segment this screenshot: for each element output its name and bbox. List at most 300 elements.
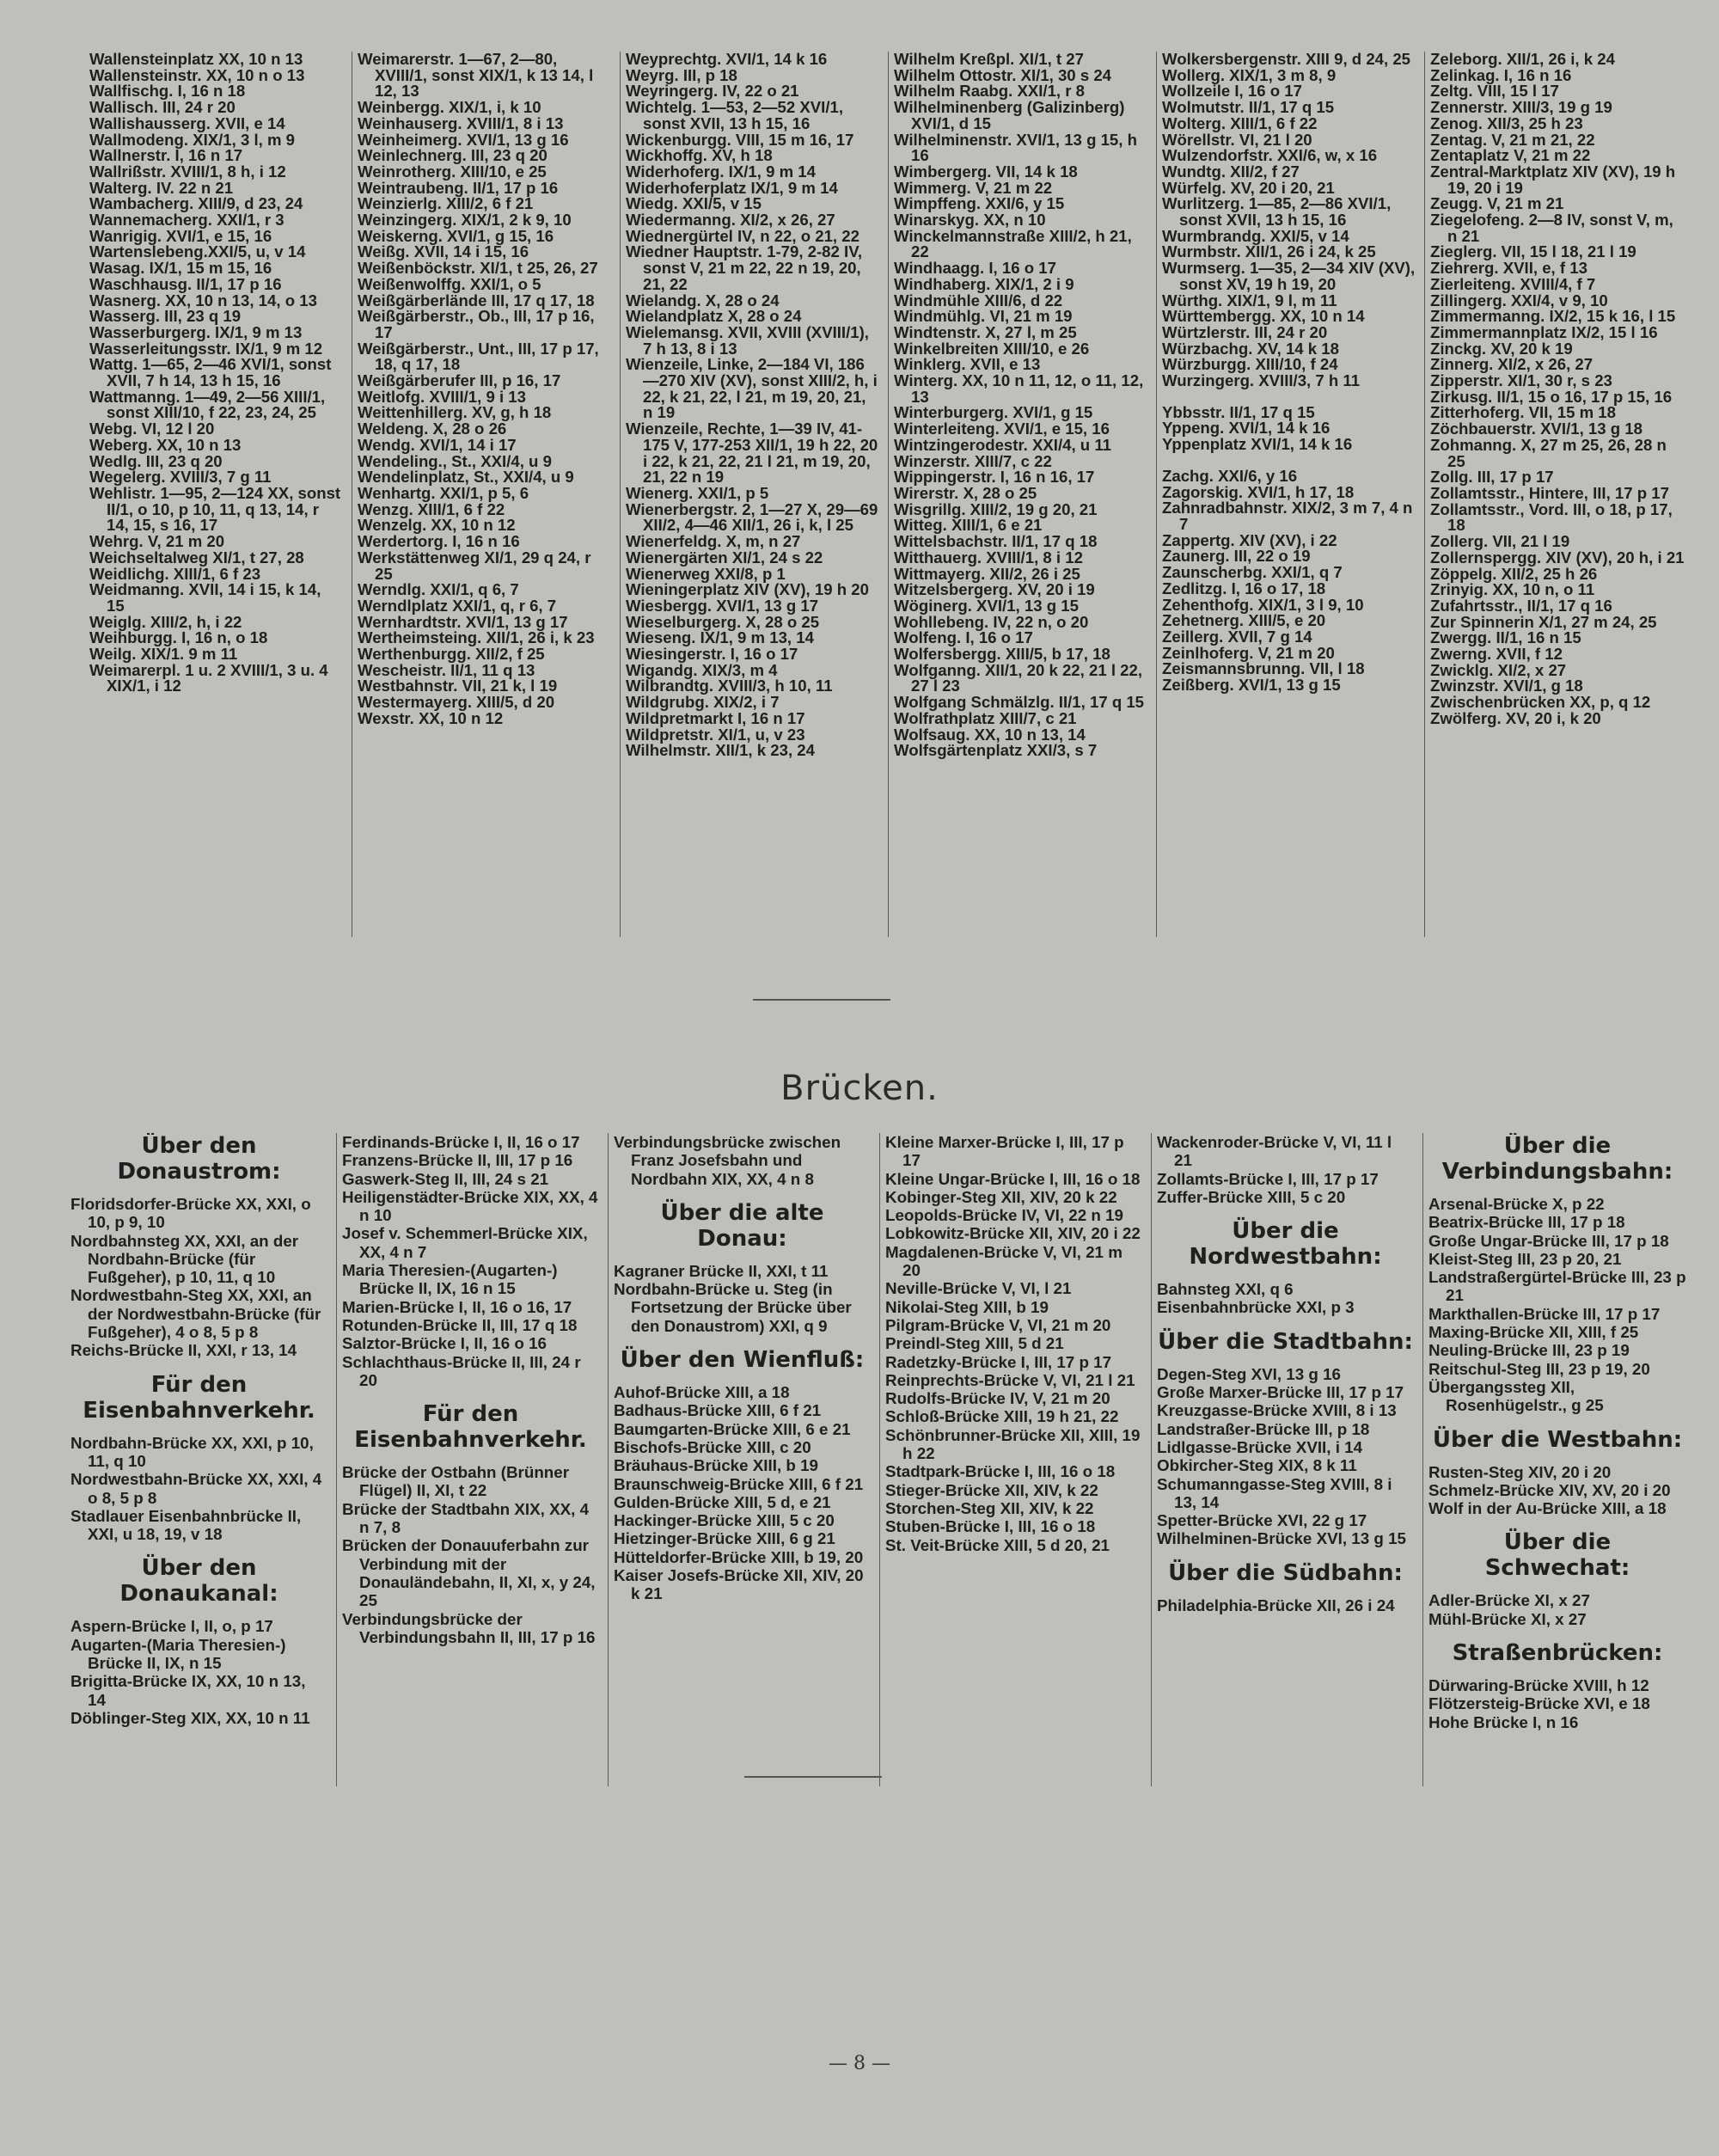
street-entry: Wilbrandtg. XVIII/3, h 10, 11	[626, 677, 833, 695]
bridge-entry: Nordbahn-Brücke XX, XXI, p 10, 11, q 10	[70, 1433, 314, 1470]
street-entry: Werndlplatz XXI/1, q, r 6, 7	[358, 596, 557, 615]
street-entry: Zollernspergg. XIV (XV), 20 h, i 21	[1430, 548, 1685, 567]
bridge-entry: Reichs-Brücke II, XXI, r 13, 14	[70, 1341, 297, 1360]
bridge-entry: Reinprechts-Brücke V, VI, 21 l 21	[885, 1370, 1135, 1389]
street-entry: Wiednergürtel IV, n 22, o 21, 22	[626, 226, 860, 245]
street-entry: Wenzg. XIII/1, 6 f 22	[358, 499, 505, 518]
bridge-entry: Leopolds-Brücke IV, VI, 22 n 19	[885, 1206, 1123, 1225]
bridge-entry: Braunschweig-Brücke XIII, 6 f 21	[614, 1474, 864, 1493]
street-entry: Wollerg. XIX/1, 3 m 8, 9	[1162, 65, 1337, 84]
street-entry: Weiskerng. XVI/1, g 15, 16	[358, 226, 554, 245]
street-entry: Witteg. XIII/1, 6 e 21	[894, 516, 1043, 535]
bridge-entry: Augarten-(Maria Theresien-) Brücke II, IX, n 15	[70, 1635, 286, 1673]
street-entry: Yppenplatz XVI/1, 14 k 16	[1162, 435, 1353, 454]
street-column	[889, 52, 1157, 937]
street-entry: Weilg. XIX/1. 9 m 11	[89, 645, 238, 664]
street-entry: Wilhelm Ottostr. XI/1, 30 s 24	[894, 65, 1112, 84]
street-column	[84, 52, 352, 937]
bridge-entry: Stadlauer Eisenbahnbrücke II, XXI, u 18, 19, v 18	[70, 1506, 302, 1544]
street-entry: Wohllebeng. IV, 22 n, o 20	[894, 612, 1089, 631]
street-entry: Weitlofg. XVIII/1, 9 i 13	[358, 387, 526, 406]
street-entry: Wallrißstr. XVIII/1, 8 h, i 12	[89, 162, 286, 181]
street-entry: Zwinzstr. XVI/1, g 18	[1430, 677, 1583, 695]
section-heading: Über die Westbahn:	[1432, 1426, 1683, 1453]
section-heading: Für den Eisenbahnverkehr.	[354, 1401, 587, 1454]
bridge-entry: Franzens-Brücke II, III, 17 p 16	[342, 1151, 573, 1170]
street-entry: Weldeng. X, 28 o 26	[358, 420, 507, 438]
street-column	[352, 52, 621, 937]
street-entry: Zeleborg. XII/1, 26 i, k 24	[1430, 52, 1615, 68]
bridge-entry: Storchen-Steg XII, XIV, k 22	[885, 1498, 1094, 1517]
street-entry: Zeltg. VIII, 15 l 17	[1430, 82, 1559, 101]
street-entry: Zierleiteng. XVIII/4, f 7	[1430, 274, 1596, 293]
street-entry: Zennerstr. XIII/3, 19 g 19	[1430, 98, 1612, 117]
street-entry: Wartenslebeng.XXI/5, u, v 14	[89, 242, 306, 261]
street-entry: Wallisch. III, 24 r 20	[89, 98, 236, 117]
street-entry: Wurmbrandg. XXI/5, v 14	[1162, 226, 1349, 245]
bridge-entry: Lobkowitz-Brücke XII, XIV, 20 i 22	[885, 1224, 1141, 1243]
street-entry: Zinckg. XV, 20 k 19	[1430, 339, 1573, 358]
street-entry: Wurmserg. 1—35, 2—34 XIV (XV), sonst XV, 19 h 19, 20	[1162, 259, 1416, 293]
street-entry: Zufahrtsstr., II/1, 17 q 16	[1430, 596, 1612, 615]
street-entry: Windmühlg. VI, 21 m 19	[894, 307, 1073, 326]
street-entry: Weidlichg. XIII/1, 6 f 23	[89, 564, 261, 583]
street-column	[1157, 52, 1425, 937]
street-entry: Wolfersbergg. XIII/5, b 17, 18	[894, 645, 1110, 664]
street-entry: Ziehrerg. XVII, e, f 13	[1430, 259, 1587, 278]
street-entry: Weinlechnerg. III, 23 q 20	[358, 146, 548, 165]
street-entry: Ziegelofeng. 2—8 IV, sonst V, m, n 21	[1430, 211, 1673, 245]
bridges-index	[65, 1133, 1695, 1786]
street-entry: Winterburgerg. XVI/1, g 15	[894, 403, 1093, 422]
street-entry: Winzerstr. XIII/7, c 22	[894, 451, 1052, 470]
bridge-entry: Rotunden-Brücke II, III, 17 q 18	[342, 1315, 578, 1334]
street-entry: Wilhelm Kreßpl. XI/1, t 27	[894, 52, 1084, 68]
street-entry: Wöginerg. XVI/1, 13 g 15	[894, 596, 1079, 615]
street-entry: Walterg. IV. 22 n 21	[89, 178, 234, 197]
street-entry: Wurlitzerg. 1—85, 2—86 XVI/1, sonst XVII, 13 h 15, 16	[1162, 194, 1392, 230]
street-entry: Wienerweg XXI/8, p 1	[626, 564, 786, 583]
bridge-column	[880, 1133, 1152, 1786]
street-entry: Wimmerg. V, 21 m 22	[894, 178, 1053, 197]
bridge-entry: Brücke der Ostbahn (Brünner Flügel) II, XI, t 22	[342, 1463, 570, 1500]
bridge-entry: Schlachthaus-Brücke II, III, 24 r 20	[342, 1352, 581, 1389]
bridge-entry: Gulden-Brücke XIII, 5 d, e 21	[614, 1492, 831, 1511]
bridge-entry: Neville-Brücke V, VI, l 21	[885, 1279, 1072, 1298]
bridge-entry: Bischofs-Brücke XIII, c 20	[614, 1437, 811, 1456]
street-entry: Zitterhoferg. VII, 15 m 18	[1430, 403, 1616, 422]
bridge-entry: Nordwestbahn-Steg XX, XXI, an der Nordwestbahn-Brücke (für Fußgeher), 4 o 8, 5 p 8	[70, 1286, 321, 1342]
bridge-entry: Philadelphia-Brücke XII, 26 i 24	[1157, 1596, 1395, 1614]
bridge-entry: Preindl-Steg XIII, 5 d 21	[885, 1334, 1064, 1353]
bridge-column	[609, 1133, 880, 1786]
street-entry: Wehrg. V, 21 m 20	[89, 532, 225, 551]
street-entry: Wurzingerg. XVIII/3, 7 h 11	[1162, 371, 1361, 390]
street-entry: Weinheimerg. XVI/1, 13 g 16	[358, 130, 569, 149]
street-entry: Weimarerpl. 1 u. 2 XVIII/1, 3 u. 4 XIX/1, i 12	[89, 660, 328, 695]
bridge-entry: Nordwestbahn-Brücke XX, XXI, 4 o 8, 5 p 8	[70, 1470, 322, 1507]
bridge-entry: Heiligenstädter-Brücke XIX, XX, 4 n 10	[342, 1187, 598, 1225]
street-entry: Winckelmannstraße XIII/2, h 21, 22	[894, 226, 1132, 261]
street-entry: Weintraubeng. II/1, 17 p 16	[358, 178, 559, 197]
street-entry: Weißgärberlände III, 17 q 17, 18	[358, 291, 595, 309]
street-entry: Wittelsbachstr. II/1, 17 q 18	[894, 532, 1098, 551]
street-entry: Wisgrillg. XIII/2, 19 g 20, 21	[894, 499, 1098, 518]
street-entry: Wolfgang Schmälzlg. II/1, 17 q 15	[894, 693, 1145, 712]
street-entry: Yppeng. XVI/1, 14 k 16	[1162, 419, 1331, 438]
section-divider	[753, 999, 890, 1001]
section-heading: Über die Schwechat:	[1484, 1529, 1630, 1582]
street-entry: Wippingerstr. I, 16 n 16, 17	[894, 468, 1095, 487]
street-entry: Wasserleitungsstr. IX/1, 9 m 12	[89, 339, 323, 358]
street-entry: Wexstr. XX, 10 n 12	[358, 708, 504, 727]
street-entry: Weittenhillerg. XV, g, h 18	[358, 403, 552, 422]
street-entry: Zedlitzg. I, 16 o 17, 18	[1162, 579, 1326, 597]
bridge-entry: Mühl-Brücke XI, x 27	[1428, 1609, 1587, 1628]
street-entry: Zimmermanng. IX/2, 15 k 16, l 15	[1430, 307, 1676, 326]
bridge-entry: Bräuhaus-Brücke XIII, b 19	[614, 1456, 818, 1475]
section-heading: Über die Südbahn:	[1168, 1559, 1403, 1586]
street-entry: Wolfganng. XII/1, 20 k 22, 21 l 22, 27 l 23	[894, 660, 1143, 695]
bridges-title: Brücken.	[780, 1069, 939, 1108]
street-entry: Zirkusg. II/1, 15 o 16, 17 p 15, 16	[1430, 387, 1673, 406]
street-entry: Zeismannsbrunng. VII, l 18	[1162, 659, 1365, 678]
street-entry: Winkelbreiten XIII/10, e 26	[894, 339, 1090, 358]
bridge-entry: Arsenal-Brücke X, p 22	[1428, 1195, 1605, 1213]
bridge-entry: Obkircher-Steg XIX, 8 k 11	[1157, 1456, 1357, 1475]
street-entry: Zohmanng. X, 27 m 25, 26, 28 n 25	[1430, 435, 1667, 470]
bridge-entry: Nikolai-Steg XIII, b 19	[885, 1297, 1049, 1316]
street-entry: Zur Spinnerin X/1, 27 m 24, 25	[1430, 612, 1657, 631]
street-entry: Wieningerplatz XIV (XV), 19 h 20	[626, 580, 869, 599]
street-entry: Wörellstr. VI, 21 l 20	[1162, 130, 1312, 149]
street-entry: Wattmanng. 1—49, 2—56 XIII/1, sonst XIII/10, f 22, 23, 24, 25	[89, 387, 326, 422]
street-entry: Wattg. 1—65, 2—46 XVI/1, sonst XVII, 7 h 14, 13 h 15, 16	[89, 355, 332, 390]
bridge-entry: Eisenbahnbrücke XXI, p 3	[1157, 1298, 1355, 1317]
bridge-entry: Kaiser Josefs-Brücke XII, XIV, 20 k 21	[614, 1566, 864, 1603]
bridge-entry: St. Veit-Brücke XIII, 5 d 20, 21	[885, 1535, 1110, 1554]
street-entry: Weinbergg. XIX/1, i, k 10	[358, 98, 541, 117]
bridge-entry: Kleine Ungar-Brücke I, III, 16 o 18	[885, 1169, 1141, 1188]
street-entry: Wirerstr. X, 28 o 25	[894, 483, 1037, 502]
section-heading: Über den Donaustrom:	[117, 1133, 281, 1185]
street-entry: Zinnerg. XI/2, x 26, 27	[1430, 355, 1594, 374]
street-entry: Wittmayerg. XII/2, 26 i 25	[894, 564, 1080, 583]
bridge-entry: Josef v. Schemmerl-Brücke XIX, XX, 4 n 7	[342, 1224, 588, 1261]
street-entry: Wertheimsteing. XII/1, 26 i, k 23	[358, 628, 595, 647]
street-entry: Zagorskig. XVI/1, h 17, 18	[1162, 482, 1355, 501]
street-entry: Widerhoferg. IX/1, 9 m 14	[626, 162, 816, 181]
bridge-entry: Zollamts-Brücke I, III, 17 p 17	[1157, 1169, 1379, 1188]
bridge-entry: Wackenroder-Brücke V, VI, 11 l 21	[1157, 1133, 1392, 1170]
bridge-entry: Rudolfs-Brücke IV, V, 21 m 20	[885, 1389, 1110, 1408]
street-entry: Zöppelg. XII/2, 25 h 26	[1430, 564, 1598, 583]
bridge-entry: Reitschul-Steg III, 23 p 19, 20	[1428, 1359, 1650, 1378]
bridge-entry: Adler-Brücke XI, x 27	[1428, 1591, 1590, 1610]
bridge-entry: Kreuzgasse-Brücke XVIII, 8 i 13	[1157, 1401, 1397, 1420]
street-entry: Würzbachg. XV, 14 k 18	[1162, 339, 1339, 358]
street-entry: Wolfsaug. XX, 10 n 13, 14	[894, 725, 1086, 744]
street-entry: Zentral-Marktplatz XIV (XV), 19 h 19, 20 i 19	[1430, 162, 1676, 197]
bridge-entry: Hackinger-Brücke XIII, 5 c 20	[614, 1511, 835, 1530]
street-entry: Weyrg. III, p 18	[626, 65, 737, 84]
bridge-column	[1423, 1133, 1695, 1786]
footer-divider	[744, 1776, 882, 1778]
street-entry: Wienerbergstr. 2, 1—27 X, 29—69 XII/2, 4—46 XII/1, 26 i, k, l 25	[626, 499, 878, 535]
street-entry: Wallishausserg. XVII, e 14	[89, 113, 285, 132]
street-entry: Wimbergerg. VII, 14 k 18	[894, 162, 1078, 181]
street-entry: Zentag. V, 21 m 21, 22	[1430, 130, 1595, 149]
street-entry: Zenog. XII/3, 25 h 23	[1430, 113, 1583, 132]
street-entry: Weiglg. XIII/2, h, i 22	[89, 612, 242, 631]
bridge-entry: Stadtpark-Brücke I, III, 16 o 18	[885, 1462, 1116, 1481]
bridge-entry: Landstraßer-Brücke III, p 18	[1157, 1419, 1370, 1438]
page-number: — 8 —	[829, 2053, 890, 2074]
street-entry: Winklerg. XVII, e 13	[894, 355, 1041, 374]
bridge-entry: Badhaus-Brücke XIII, 6 f 21	[614, 1401, 822, 1420]
street-column	[621, 52, 889, 937]
bridge-entry: Große Ungar-Brücke III, 17 p 18	[1428, 1231, 1669, 1250]
street-entry: Wegelerg. XVIII/3, 7 g 11	[89, 468, 272, 487]
street-entry: Wilhelminenstr. XVI/1, 13 g 15, h 16	[894, 130, 1137, 165]
street-entry: Windhaberg. XIX/1, 2 i 9	[894, 274, 1074, 293]
street-entry: Windmühle XIII/6, d 22	[894, 291, 1063, 309]
bridge-entry: Floridsdorfer-Brücke XX, XXI, o 10, p 9, 10	[70, 1195, 311, 1232]
street-entry: Webg. VI, 12 l 20	[89, 420, 215, 438]
bridge-entry: Kagraner Brücke II, XXI, t 11	[614, 1261, 829, 1280]
bridge-entry: Landstraßergürtel-Brücke III, 23 p 21	[1428, 1268, 1686, 1305]
street-entry: Weißg. XVII, 14 i 15, 16	[358, 242, 529, 261]
street-entry: Westermayerg. XIII/5, d 20	[358, 693, 555, 712]
street-entry: Werdertorg. I, 16 n 16	[358, 532, 520, 551]
bridge-entry: Stuben-Brücke I, III, 16 o 18	[885, 1517, 1096, 1536]
street-entry: Wildpretstr. XI/1, u, v 23	[626, 725, 805, 744]
street-entry: Wambacherg. XIII/9, d 23, 24	[89, 194, 303, 213]
street-entry: Wendg. XVI/1, 14 i 17	[358, 435, 517, 454]
bridge-entry: Flötzersteig-Brücke XVI, e 18	[1428, 1694, 1650, 1713]
street-entry: Weißenwolffg. XXI/1, o 5	[358, 274, 541, 293]
bridge-entry: Salztor-Brücke I, II, 16 o 16	[342, 1334, 547, 1353]
street-entry: Witzelsbergerg. XV, 20 i 19	[894, 580, 1095, 599]
bridge-entry: Maxing-Brücke XII, XIII, f 25	[1428, 1323, 1639, 1342]
street-entry: Zöchbauerstr. XVI/1, 13 g 18	[1430, 420, 1643, 438]
street-entry: Windtenstr. X, 27 l, m 25	[894, 322, 1077, 341]
street-entry: Zehenthofg. XIX/1, 3 l 9, 10	[1162, 595, 1364, 614]
bridge-column	[337, 1133, 609, 1786]
street-entry: Zaunscherbg. XXI/1, q 7	[1162, 563, 1343, 582]
street-entry: Zwerng. XVII, f 12	[1430, 645, 1563, 664]
street-entry: Wienzeile, Linke, 2—184 VI, 186—270 XIV (XV), sonst XIII/2, h, i 22, k 21, 22, l 21, m 19, 20, 21, n 19	[626, 355, 878, 422]
bridge-entry: Dürwaring-Brücke XVIII, h 12	[1428, 1676, 1649, 1695]
street-entry: Wasserburgerg. IX/1, 9 m 13	[89, 322, 303, 341]
street-entry: Wiesbergg. XVI/1, 13 g 17	[626, 596, 819, 615]
street-entry: Wilhelm Raabg. XXI/1, r 8	[894, 82, 1085, 101]
section-heading: Über die alte Donau:	[660, 1199, 824, 1252]
street-entry: Zwergg. II/1, 16 n 15	[1430, 628, 1581, 647]
street-entry: Wallfischg. I, 16 n 18	[89, 82, 246, 101]
street-entry: Zahnradbahnstr. XIX/2, 3 m 7, 4 n 7	[1162, 499, 1413, 533]
bridge-entry: Verbindungsbrücke der Verbindungsbahn II, III, 17 p 16	[342, 1609, 596, 1646]
street-entry: Werndlg. XXI/1, q 6, 7	[358, 580, 519, 599]
bridge-entry: Brücken der Donauuferbahn zur Verbindung mit der Donauländebahn, II, XI, x, y 24, 25	[342, 1536, 596, 1610]
street-entry: Wolkersbergenstr. XIII 9, d 24, 25	[1162, 52, 1411, 68]
street-entry: Wallnerstr. I, 16 n 17	[89, 146, 243, 165]
street-entry: Wickenburgg. VIII, 15 m 16, 17	[626, 130, 854, 149]
bridge-entry: Gaswerk-Steg II, III, 24 s 21	[342, 1169, 549, 1188]
bridge-entry: Schönbrunner-Brücke XII, XIII, 19 h 22	[885, 1425, 1141, 1463]
street-entry: Wichtelg. 1—53, 2—52 XVI/1, sonst XVII, 13 h 15, 16	[626, 98, 844, 132]
street-entry: Zillingerg. XXI/4, v 9, 10	[1430, 291, 1608, 309]
street-entry: Wintzingerodestr. XXI/4, u 11	[894, 435, 1111, 454]
bridge-entry: Zuffer-Brücke XIII, 5 c 20	[1157, 1187, 1346, 1206]
street-entry: Wieselburgerg. X, 28 o 25	[626, 612, 820, 631]
street-entry: Wickhoffg. XV, h 18	[626, 146, 773, 165]
street-entry: Zieglerg. VII, 15 l 18, 21 l 19	[1430, 242, 1636, 261]
bridge-entry: Bahnsteg XXI, q 6	[1157, 1280, 1294, 1299]
bridge-column	[65, 1133, 337, 1786]
bridge-entry: Radetzky-Brücke I, III, 17 p 17	[885, 1352, 1112, 1371]
street-entry: Würthg. XIX/1, 9 l, m 11	[1162, 291, 1337, 309]
street-entry: Zentaplatz V, 21 m 22	[1430, 146, 1591, 165]
street-entry: Zimmermannplatz IX/2, 15 l 16	[1430, 322, 1658, 341]
street-entry: Wiedner Hauptstr. 1-79, 2-82 IV, sonst V, 21 m 22, 22 n 19, 20, 21, 22	[626, 242, 863, 293]
street-entry: Wiedg. XXI/5, v 15	[626, 194, 762, 213]
bridge-entry: Schumanngasse-Steg XVIII, 8 i 13, 14	[1157, 1474, 1392, 1511]
bridge-entry: Kobinger-Steg XII, XIV, 20 k 22	[885, 1187, 1117, 1206]
bridge-entry: Degen-Steg XVI, 13 g 16	[1157, 1364, 1341, 1383]
bridge-entry: Döblinger-Steg XIX, XX, 10 n 11	[70, 1708, 310, 1727]
section-heading: Über die Stadtbahn:	[1158, 1328, 1413, 1355]
section-heading: Über die Verbindungsbahn:	[1441, 1133, 1673, 1185]
street-entry: Wedlg. III, 23 q 20	[89, 451, 223, 470]
street-index	[84, 52, 1697, 937]
street-entry: Wieseng. IX/1, 9 m 13, 14	[626, 628, 814, 647]
street-entry: Winterg. XX, 10 n 11, 12, o 11, 12, 13	[894, 371, 1144, 406]
bridge-entry: Brigitta-Brücke IX, XX, 10 n 13, 14	[70, 1672, 306, 1709]
street-entry: Wolterg. XIII/1, 6 f 22	[1162, 113, 1318, 132]
street-entry: Weidmanng. XVII, 14 i 15, k 14, 15	[89, 580, 321, 615]
street-entry: Würtzlerstr. III, 24 r 20	[1162, 322, 1328, 341]
street-entry: Widerhoferplatz IX/1, 9 m 14	[626, 178, 838, 197]
street-entry: Wilhelmstr. XII/1, k 23, 24	[626, 741, 815, 760]
street-entry: Zollamtsstr., Vord. III, o 18, p 17, 18	[1430, 499, 1673, 535]
street-entry: Wallensteinplatz XX, 10 n 13	[89, 52, 303, 68]
street-entry: Zeugg. V, 21 m 21	[1430, 194, 1564, 213]
bridge-entry: Kleine Marxer-Brücke I, III, 17 p 17	[885, 1133, 1124, 1170]
street-entry: Zrinyig. XX, 10 n, o 11	[1430, 580, 1595, 599]
street-entry: Wilhelminenberg (Galizinberg) XVI/1, d 15	[894, 98, 1125, 132]
street-entry: Wendelinplatz, St., XXI/4, u 9	[358, 468, 574, 487]
street-entry: Zehetnerg. XIII/5, e 20	[1162, 611, 1326, 630]
street-entry: Wildpretmarkt I, 16 n 17	[626, 708, 805, 727]
street-entry: Weberg. XX, 10 n 13	[89, 435, 242, 454]
street-entry: Wollzeile I, 16 o 17	[1162, 82, 1302, 101]
bridge-column	[1152, 1133, 1423, 1786]
bridge-entry: Neuling-Brücke III, 23 p 19	[1428, 1341, 1630, 1360]
bridge-entry: Pilgram-Brücke V, VI, 21 m 20	[885, 1315, 1111, 1334]
street-entry: Zollamtsstr., Hintere, III, 17 p 17	[1430, 483, 1669, 502]
street-entry: Zwicklg. XI/2, x 27	[1430, 660, 1567, 679]
street-entry: Wendeling., St., XXI/4, u 9	[358, 451, 552, 470]
street-entry: Wannemacherg. XXI/1, r 3	[89, 211, 284, 230]
bridge-entry: Marien-Brücke I, II, 16 o 16, 17	[342, 1297, 572, 1316]
bridge-entry: Wolf in der Au-Brücke XIII, a 18	[1428, 1499, 1667, 1518]
street-entry: Werkstättenweg XI/1, 29 q 24, r 25	[358, 548, 591, 583]
bridge-entry: Verbindungsbrücke zwischen Franz Josefsbahn und Nordbahn XIX, XX, 4 n 8	[614, 1133, 841, 1188]
bridge-entry: Lidlgasse-Brücke XVII, i 14	[1157, 1437, 1363, 1456]
street-entry: Zollg. III, 17 p 17	[1430, 468, 1554, 487]
bridge-entry: Übergangssteg XII, Rosenhügelstr., g 25	[1428, 1377, 1604, 1415]
street-entry: Winterleiteng. XVI/1, e 15, 16	[894, 420, 1110, 438]
street-entry: Zachg. XXI/6, y 16	[1162, 466, 1298, 485]
street-entry: Wenzelg. XX, 10 n 12	[358, 516, 516, 535]
street-entry: Wasnerg. XX, 10 n 13, 14, o 13	[89, 291, 317, 309]
street-entry: Wolfsgärtenplatz XXI/3, s 7	[894, 741, 1098, 760]
street-entry: Winarskyg. XX, n 10	[894, 211, 1046, 230]
street-entry: Windhaagg. I, 16 o 17	[894, 259, 1056, 278]
bridge-entry: Schmelz-Brücke XIV, XV, 20 i 20	[1428, 1480, 1671, 1499]
street-entry: Zwölferg. XV, 20 i, k 20	[1430, 708, 1601, 727]
street-entry: Wigandg. XIX/3, m 4	[626, 660, 778, 679]
bridge-entry: Maria Theresien-(Augarten-) Brücke II, IX, 16 n 15	[342, 1261, 558, 1298]
street-entry: Waschhausg. II/1, 17 p 16	[89, 274, 282, 293]
street-entry: Wolfrathplatz XIII/7, c 21	[894, 708, 1077, 727]
street-entry: Wasag. IX/1, 15 m 15, 16	[89, 259, 272, 278]
street-entry: Würzburgg. XIII/10, f 24	[1162, 355, 1338, 374]
street-entry: Zappertg. XIV (XV), i 22	[1162, 530, 1337, 549]
street-entry: Wolmutstr. II/1, 17 q 15	[1162, 98, 1335, 117]
bridge-entry: Hietzinger-Brücke XIII, 6 g 21	[614, 1529, 835, 1548]
street-entry: Wielemansg. XVII, XVIII (XVIII/1), 7 h 13, 8 i 13	[626, 322, 869, 358]
bridge-entry: Schloß-Brücke XIII, 19 h 21, 22	[885, 1407, 1119, 1426]
street-entry: Witthauerg. XVIII/1, 8 i 12	[894, 548, 1083, 567]
street-entry: Weinrotherg. XIII/10, e 25	[358, 162, 547, 181]
street-entry: Wolfeng. I, 16 o 17	[894, 628, 1033, 647]
street-entry: Weyprechtg. XVI/1, 14 k 16	[626, 52, 828, 68]
street-entry: Wanrigig. XVI/1, e 15, 16	[89, 226, 272, 245]
street-entry: Wundtg. XII/2, f 27	[1162, 162, 1300, 181]
bridge-entry: Magdalenen-Brücke V, VI, 21 m 20	[885, 1242, 1123, 1280]
street-entry: Zeillerg. XVII, 7 g 14	[1162, 627, 1312, 646]
street-entry: Wielandplatz X, 28 o 24	[626, 307, 802, 326]
street-entry: Wescheistr. II/1, 11 q 13	[358, 660, 535, 679]
section-heading: Über die Nordwestbahn:	[1189, 1218, 1382, 1271]
bridge-entry: Nordbahn-Brücke u. Steg (in Fortsetzung der Brücke über den Donaustrom) XXI, q 9	[614, 1280, 852, 1335]
street-entry: Wurmbstr. XII/1, 26 i 24, k 25	[1162, 242, 1376, 261]
street-entry: Weichseltalweg XI/1, t 27, 28	[89, 548, 304, 567]
street-entry: Wernhardtstr. XVI/1, 13 g 17	[358, 612, 568, 631]
street-entry: Würfelg. XV, 20 i 20, 21	[1162, 178, 1335, 197]
street-entry: Wienerg. XXI/1, p 5	[626, 483, 769, 502]
street-entry: Weinzingerg. XIX/1, 2 k 9, 10	[358, 211, 572, 230]
street-entry: Weißgärberufer III, p 16, 17	[358, 371, 561, 390]
street-entry: Wielandg. X, 28 o 24	[626, 291, 780, 309]
street-entry: Wiedermanng. XI/2, x 26, 27	[626, 211, 835, 230]
street-entry: Zollerg. VII, 21 l 19	[1430, 532, 1570, 551]
street-entry: Weißgärberstr., Unt., III, 17 p 17, 18, q 17, 18	[358, 339, 599, 374]
section-heading: Über den Wienfluß:	[620, 1347, 865, 1374]
bridge-entry: Hütteldorfer-Brücke XIII, b 19, 20	[614, 1547, 864, 1566]
bridge-entry: Nordbahnsteg XX, XXI, an der Nordbahn-Brücke (für Fußgeher), p 10, 11, q 10	[70, 1231, 299, 1287]
street-entry: Weißgärberstr., Ob., III, 17 p 16, 17	[358, 307, 595, 341]
bridge-entry: Brücke der Stadtbahn XIX, XX, 4 n 7, 8	[342, 1499, 590, 1537]
street-entry: Wienergärten XI/1, 24 s 22	[626, 548, 823, 567]
street-entry: Weinhauserg. XVIII/1, 8 i 13	[358, 113, 564, 132]
street-entry: Wienzeile, Rechte, 1—39 IV, 41-175 V, 177-253 XII/1, 19 h 22, 20 i 22, k 21, 22, 21 l 21, m 19, 20, 21, 22 n 19	[626, 420, 878, 487]
bridge-entry: Große Marxer-Brücke III, 17 p 17	[1157, 1383, 1404, 1402]
bridge-entry: Aspern-Brücke I, II, o, p 17	[70, 1617, 273, 1636]
section-heading: Für den Eisenbahnverkehr.	[83, 1371, 315, 1424]
